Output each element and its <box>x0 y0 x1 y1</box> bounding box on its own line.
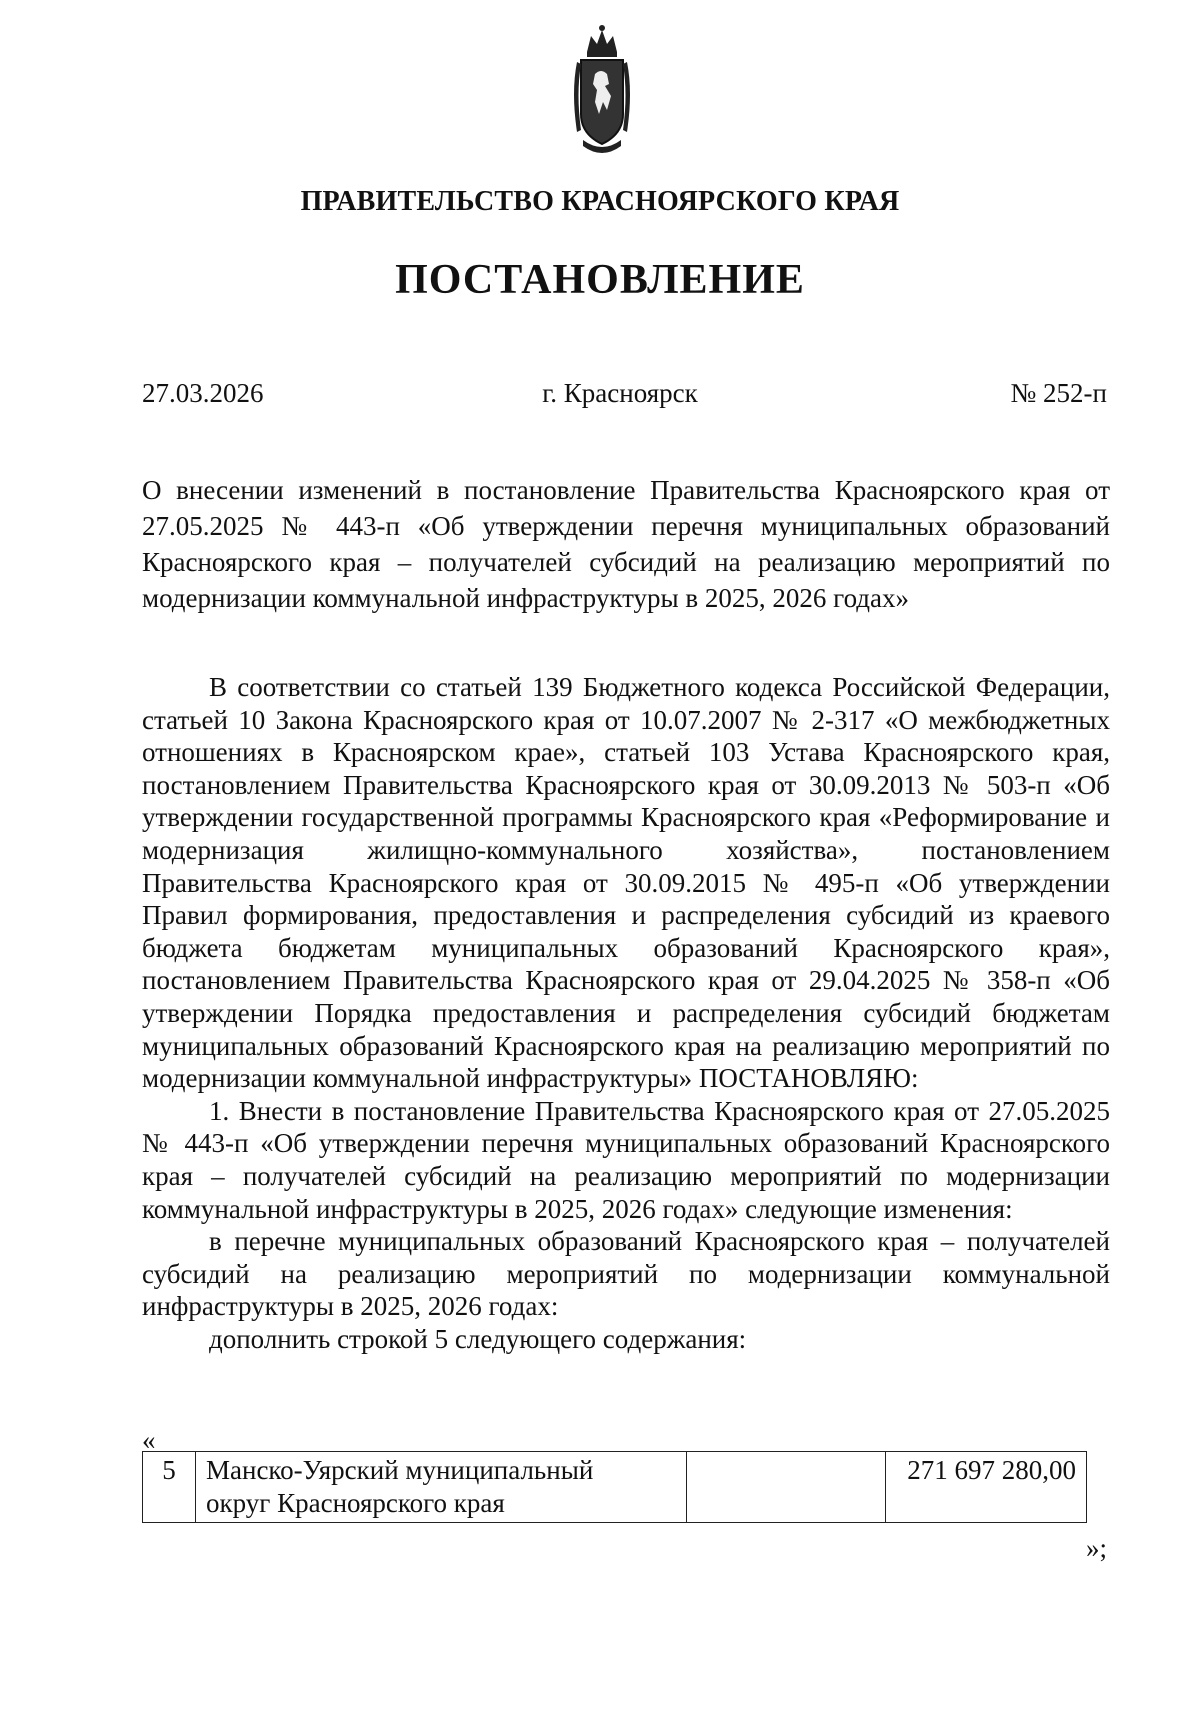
document-date: 27.03.2026 <box>142 378 264 408</box>
item-1-sub-paragraph: в перечне муниципальных образований Красноярского края – получателей субсидий на реализацию мероприятий по модернизации коммунальной инфраструктуры в 2025, 2026 годах: <box>142 1226 1110 1322</box>
preamble-paragraph: В соответствии со статьей 139 Бюджетного кодекса Российской Федерации, статьей 10 Закона Красноярского края от 10.07.2007 № 2-317 «О межбюджетных отношениях в Красноярском крае», статьей 103 Устава Красноярского края, постановлением Правительства Красноярского края от 30.09.2013 № 503-п «Об утверждении государственной программы Красноярского края «Реформирование и модернизация жилищно-коммунального хозяйства», постановлением Правительства Красноярского края от 30.09.2015 № 495-п «Об утверждении Правил формирования, предоставления и распределения субсидий из краевого бюджета бюджетам муниципальных образований Красноярского края», постановлением Правительства Красноярского края от 29.04.2025 № 358-п «Об утверждении Порядка предоставления и распределения субсидий бюджетам муниципальных образований Красноярского края на реализацию мероприятий по модернизации коммунальной инфраструктуры» ПОСТАНОВЛЯЮ: <box>142 672 1110 1094</box>
document-number: № 252-п <box>1010 378 1107 408</box>
item-1-add-paragraph: дополнить строкой 5 следующего содержания: <box>209 1323 747 1354</box>
empty-cell <box>687 1452 886 1523</box>
municipality-name-cell <box>196 1452 687 1523</box>
municipality-name-line2: округ Красноярского края <box>206 1488 505 1518</box>
municipality-name-line1: Манско-Уярский муниципальный <box>206 1455 594 1485</box>
quote-open-mark: « <box>142 1425 156 1455</box>
added-row-table <box>142 1451 1087 1523</box>
coat-of-arms-emblem <box>567 22 637 162</box>
document-subject: О внесении изменений в постановление Правительства Красноярского края от 27.05.2025 № 443-п «Об утверждении перечня муниципальных образований Красноярского края – получателей субсидий на реализацию мероприятий по модернизации коммунальной инфраструктуры в 2025, 2026 годах» <box>142 475 1110 613</box>
row-number-cell: 5 <box>143 1452 196 1523</box>
table-row <box>143 1452 1087 1523</box>
document-type-title: ПОСТАНОВЛЕНИЕ <box>395 257 805 303</box>
document-body <box>142 671 1110 1355</box>
item-1-paragraph: 1. Внести в постановление Правительства Красноярского края от 27.05.2025 № 443-п «Об утверждении перечня муниципальных образований Красноярского края – получателей субсидий на реализацию мероприятий по модернизации коммунальной инфраструктуры в 2025, 2026 годах» следующие изменения: <box>142 1095 1110 1224</box>
document-city: г. Красноярск <box>542 378 698 408</box>
quote-close-mark: »; <box>1085 1533 1107 1563</box>
organization-title: ПРАВИТЕЛЬСТВО КРАСНОЯРСКОГО КРАЯ <box>300 186 900 217</box>
subsidy-amount-cell: 271 697 280,00 <box>886 1452 1087 1523</box>
